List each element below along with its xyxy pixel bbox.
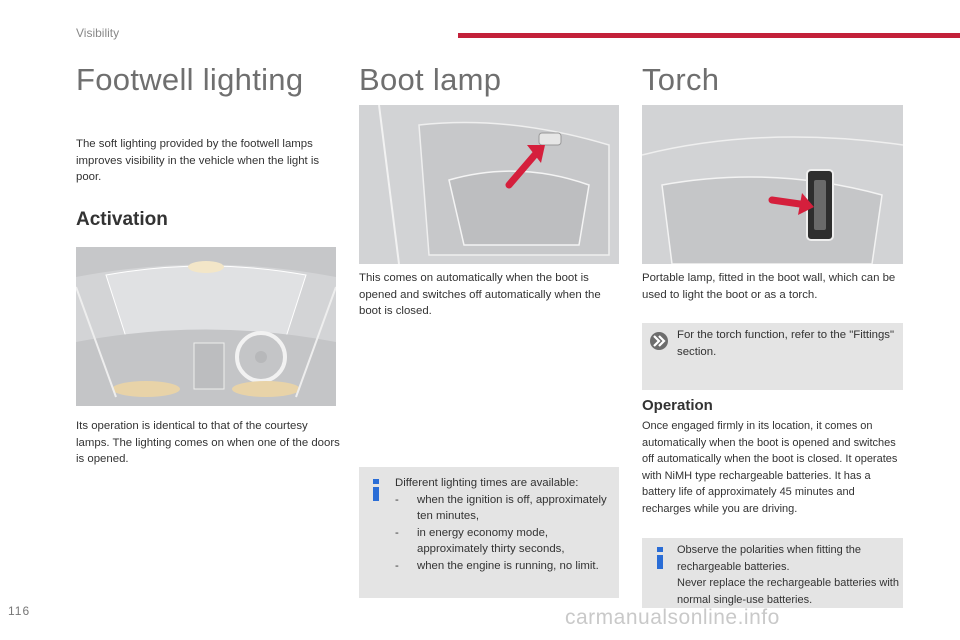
operation-text: Once engaged firmly in its location, it comes on automatically when the boot is opened and switches off automatically when the boot is closed. It operates with NiMH type rechargeable batteries. It has a battery life of approximately 45 minutes and recharges while you are driving.	[642, 420, 898, 515]
battery-note-replace: Never replace the rechargeable batteries with normal single-use batteries.	[677, 577, 899, 606]
lighting-times-note	[359, 467, 619, 598]
page-number: 116	[8, 604, 31, 618]
activation-text: Its operation is identical to that of the courtesy lamps. The lighting comes on when one of the doors is opened.	[76, 420, 340, 465]
activation-heading: Activation	[76, 209, 168, 230]
list-item: - when the ignition is off, approximately ten minutes,	[395, 493, 607, 522]
boot-lamp-title: Boot lamp	[359, 62, 502, 97]
torch-reference-note	[642, 323, 903, 390]
boot-lamp-text: This comes on automatically when the boot is opened and switches off automatically when the boot is closed.	[359, 272, 601, 317]
torch-title: Torch	[642, 62, 720, 97]
reference-note-text: For the torch function, refer to the "Fittings" section.	[677, 329, 895, 358]
battery-note-polarity: Observe the polarities when fitting the rechargeable batteries.	[677, 544, 862, 573]
double-chevron-right-icon	[649, 331, 669, 351]
boot-lamp-illustration	[359, 105, 619, 264]
watermark: carmanualsonline.info	[565, 606, 780, 629]
torch-illustration	[642, 105, 903, 264]
footwell-intro: The soft lighting provided by the footwell lamps improves visibility in the vehicle when the light is poor.	[76, 138, 320, 183]
section-label: Visibility	[76, 26, 120, 40]
operation-heading: Operation	[642, 397, 713, 414]
header-accent-bar	[458, 33, 960, 38]
battery-note	[642, 538, 903, 608]
footwell-title: Footwell lighting	[76, 62, 304, 97]
footwell-illustration	[76, 247, 336, 406]
info-icon	[371, 479, 381, 501]
lighting-times-intro: Different lighting times are available:	[395, 477, 579, 489]
list-item: - when the engine is running, no limit.	[395, 559, 599, 572]
info-icon	[655, 547, 665, 569]
torch-text: Portable lamp, fitted in the boot wall, which can be used to light the boot or as a torch.	[642, 272, 896, 301]
list-item: - in energy economy mode, approximately thirty seconds,	[395, 526, 565, 555]
